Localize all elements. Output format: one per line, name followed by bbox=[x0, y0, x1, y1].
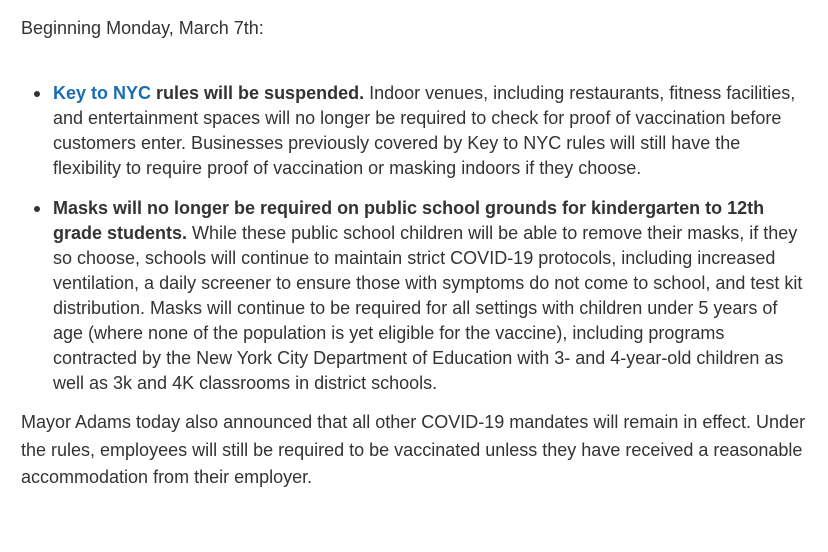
intro-text: Beginning Monday, March 7th: bbox=[21, 18, 264, 38]
bullet-1-heading: rules will be suspended. bbox=[151, 83, 365, 103]
bullet-icon bbox=[34, 91, 40, 97]
key-to-nyc-link[interactable]: Key to NYC bbox=[53, 83, 152, 103]
list-item-key-to-nyc bbox=[21, 81, 808, 181]
bullet-list bbox=[21, 81, 828, 396]
bullet-1-body: Indoor venues, including restaurants, fitness facilities, and entertainment spaces will no longer be required to check for proof of vaccination before customers enter. Businesses previously covered by Key to NYC rules will still have the flexibility to require proof of vaccination or masking indoors if they choose. bbox=[53, 83, 796, 178]
list-item-school-masks bbox=[21, 196, 808, 396]
bullet-2-body: While these public school children will be able to remove their masks, if they so choose, schools will continue to maintain strict COVID-19 protocols, including increased ventilation, a daily screener to ensure those with symptoms do not come to school, and test kit distribution. Masks will continue to be required for all settings with children under 5 years of age (where none of the population is yet eligible for the vaccine), including programs contracted by the New York City Department of Education with 3- and 4-year-old children as well as 3k and 4K classrooms in district schools. bbox=[53, 223, 803, 393]
bullet-2-heading: Masks will no longer be required on public school grounds for kindergarten to 12th grade students. bbox=[53, 198, 765, 243]
bullet-icon bbox=[34, 206, 40, 212]
closing-paragraph: Mayor Adams today also announced that all other COVID-19 mandates will remain in effect. Under the rules, employees will still be required to be vaccinated unless they have received a reasonable accommodation from their employer. bbox=[21, 412, 806, 487]
